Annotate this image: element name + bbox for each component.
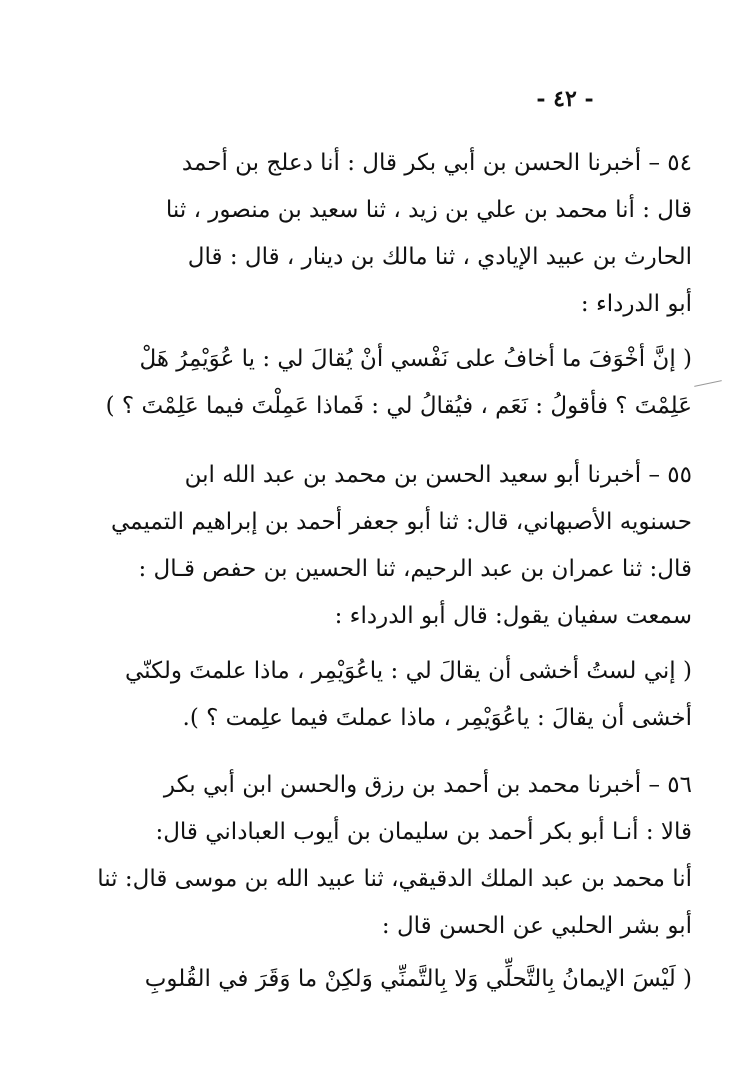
- text-line: ٥٦ – أخبرنا محمد بن أحمد بن رزق والحسن ابن أبي بكر: [163, 772, 692, 798]
- text-line: ٥٤ – أخبرنا الحسن بن أبي بكر قال : أنا دعلج بن أحمد: [181, 150, 692, 176]
- quote-line: ( لَيْسَ الإيمانُ بِالتَّحلِّي وَلا بِالتَّمنِّي وَلكِنْ ما وَقَرَ في القُلوبِ: [144, 966, 692, 992]
- text-line: قال: ثنا عمران بن عبد الرحيم، ثنا الحسين بن حفص قـال :: [138, 556, 692, 582]
- quote-line: عَلِمْتَ ؟ فأقولُ : نَعَم ، فيُقالُ لي : فَماذا عَمِلْتَ فيما عَلِمْتَ ؟ ): [105, 393, 692, 419]
- quote-line: ( إني لستُ أخشى أن يقالَ لي : ياعُوَيْمِر ، ماذا علمتَ ولكنّي: [125, 658, 692, 684]
- text-line: أنا محمد بن عبد الملك الدقيقي، ثنا عبيد الله بن موسى قال: ثنا: [97, 866, 692, 892]
- page-number: - ٤٢ -: [536, 86, 594, 112]
- entry-56-quote: [38, 956, 692, 1003]
- text-line: أبو بشر الحلبي عن الحسن قال :: [381, 913, 692, 939]
- entry-55-isnad: [38, 452, 692, 640]
- entry-56-isnad: [38, 762, 692, 950]
- text-line: أبو الدرداء :: [580, 291, 692, 317]
- text-line: قالا : أنـا أبو بكر أحمد بن سليمان بن أيوب العباداني قال:: [155, 819, 692, 845]
- text-line: ٥٥ – أخبرنا أبو سعيد الحسن بن محمد بن عبد الله ابن: [184, 462, 692, 488]
- text-line: الحارث بن عبيد الإيادي ، ثنا مالك بن دينار ، قال : قال: [187, 244, 692, 270]
- quote-line: أخشى أن يقالَ : ياعُوَيْمِر ، ماذا عملتَ فيما علِمت ؟ ).: [182, 705, 692, 731]
- margin-mark: [694, 380, 722, 387]
- text-line: قال : أنا محمد بن علي بن زيد ، ثنا سعيد بن منصور ، ثنا: [165, 197, 692, 223]
- text-line: حسنويه الأصبهاني، قال: ثنا أبو جعفر أحمد بن إبراهيم التميمي: [111, 509, 692, 535]
- entry-54-quote: [38, 336, 692, 430]
- entry-54-isnad: [38, 140, 692, 328]
- quote-line: ( إنَّ أخْوَفَ ما أخافُ على نَفْسي أنْ يُقالَ لي : يا عُوَيْمِرُ هَلْ: [139, 346, 692, 372]
- text-line: سمعت سفيان يقول: قال أبو الدرداء :: [334, 603, 692, 629]
- entry-55-quote: [38, 648, 692, 742]
